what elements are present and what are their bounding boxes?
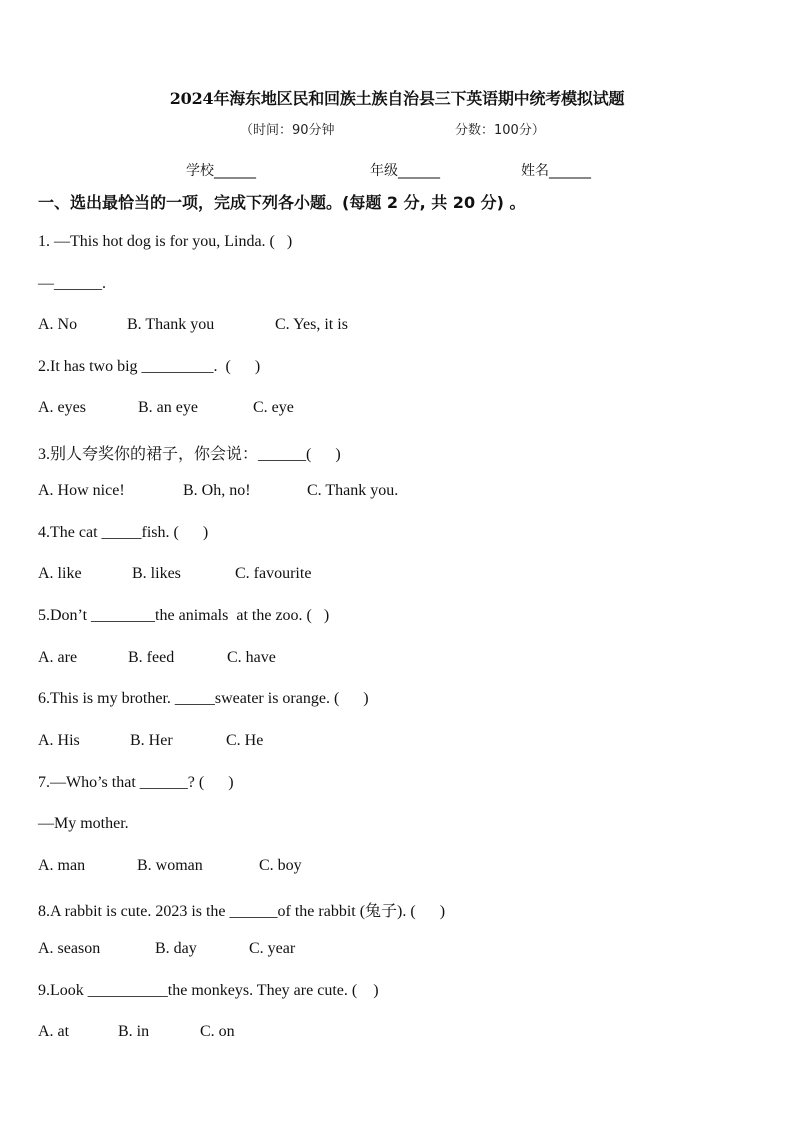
student-fields: [0, 160, 794, 180]
question-8-option-b[interactable]: B. day: [155, 940, 197, 957]
question-5-option-b[interactable]: B. feed: [128, 649, 175, 666]
question-6-stem: 6.This is my brother. _____sweater is orange. ( ): [38, 690, 369, 707]
question-1-option-a[interactable]: A. No: [38, 316, 78, 333]
question-7-reply: —My mother.: [38, 815, 129, 832]
question-3-option-a[interactable]: A. How nice!: [38, 482, 125, 499]
question-8-stem: 8.A rabbit is cute. 2023 is the ______of the rabbit (兔子). ( ): [38, 903, 446, 920]
grade-field[interactable]: 年级______: [370, 163, 440, 179]
name-field[interactable]: 姓名______: [521, 163, 591, 179]
exam-info: [0, 119, 794, 139]
question-5-stem: 5.Don’t ________the animals at the zoo. ( ): [38, 607, 330, 624]
question-2-option-b[interactable]: B. an eye: [138, 399, 198, 416]
section-heading: 一、选出最恰当的一项，完成下列各小题。(每题 2 分, 共 20 分) 。: [38, 193, 526, 212]
question-3-option-b[interactable]: B. Oh, no!: [183, 482, 251, 499]
question-7-option-c[interactable]: C. boy: [259, 857, 302, 874]
question-9-option-c[interactable]: C. on: [200, 1023, 235, 1040]
question-1-option-b[interactable]: B. Thank you: [127, 316, 215, 333]
question-2-option-c[interactable]: C. eye: [253, 399, 294, 416]
question-7-stem: 7.—Who’s that ______? ( ): [38, 774, 234, 791]
question-2-stem: 2.It has two big _________. ( ): [38, 358, 261, 375]
question-8-option-c[interactable]: C. year: [249, 940, 296, 957]
question-1-stem: 1. —This hot dog is for you, Linda. ( ): [38, 233, 293, 250]
question-1-option-c[interactable]: C. Yes, it is: [275, 316, 348, 333]
question-4-option-c[interactable]: C. favourite: [235, 565, 312, 582]
question-6-option-b[interactable]: B. Her: [130, 732, 173, 749]
question-9-option-b[interactable]: B. in: [118, 1023, 150, 1040]
question-2-option-a[interactable]: A. eyes: [38, 399, 86, 416]
question-3-option-c[interactable]: C. Thank you.: [307, 482, 399, 499]
question-7-option-a[interactable]: A. man: [38, 857, 86, 874]
question-8-option-a[interactable]: A. season: [38, 940, 101, 957]
question-4-option-b[interactable]: B. likes: [132, 565, 181, 582]
question-3-stem: 3.别人夸奖你的裙子，你会说：______( ): [38, 446, 341, 463]
exam-title: 2024年海东地区民和回族土族自治县三下英语期中统考模拟试题: [169, 89, 625, 108]
question-5-option-c[interactable]: C. have: [227, 649, 276, 666]
question-4-option-a[interactable]: A. like: [38, 565, 82, 582]
question-5-option-a[interactable]: A. are: [38, 649, 78, 666]
question-7-option-b[interactable]: B. woman: [137, 857, 203, 874]
question-9-option-a[interactable]: A. at: [38, 1023, 70, 1040]
question-6-option-a[interactable]: A. His: [38, 732, 80, 749]
time-limit: （时间：90分钟: [240, 123, 335, 138]
question-6-option-c[interactable]: C. He: [226, 732, 264, 749]
total-score: 分数：100分）: [455, 123, 545, 138]
question-4-stem: 4.The cat _____fish. ( ): [38, 524, 209, 541]
school-field[interactable]: 学校______: [186, 163, 256, 179]
question-9-stem: 9.Look __________the monkeys. They are cute. ( ): [38, 982, 379, 999]
question-1-answer-line: —______.: [38, 275, 106, 292]
